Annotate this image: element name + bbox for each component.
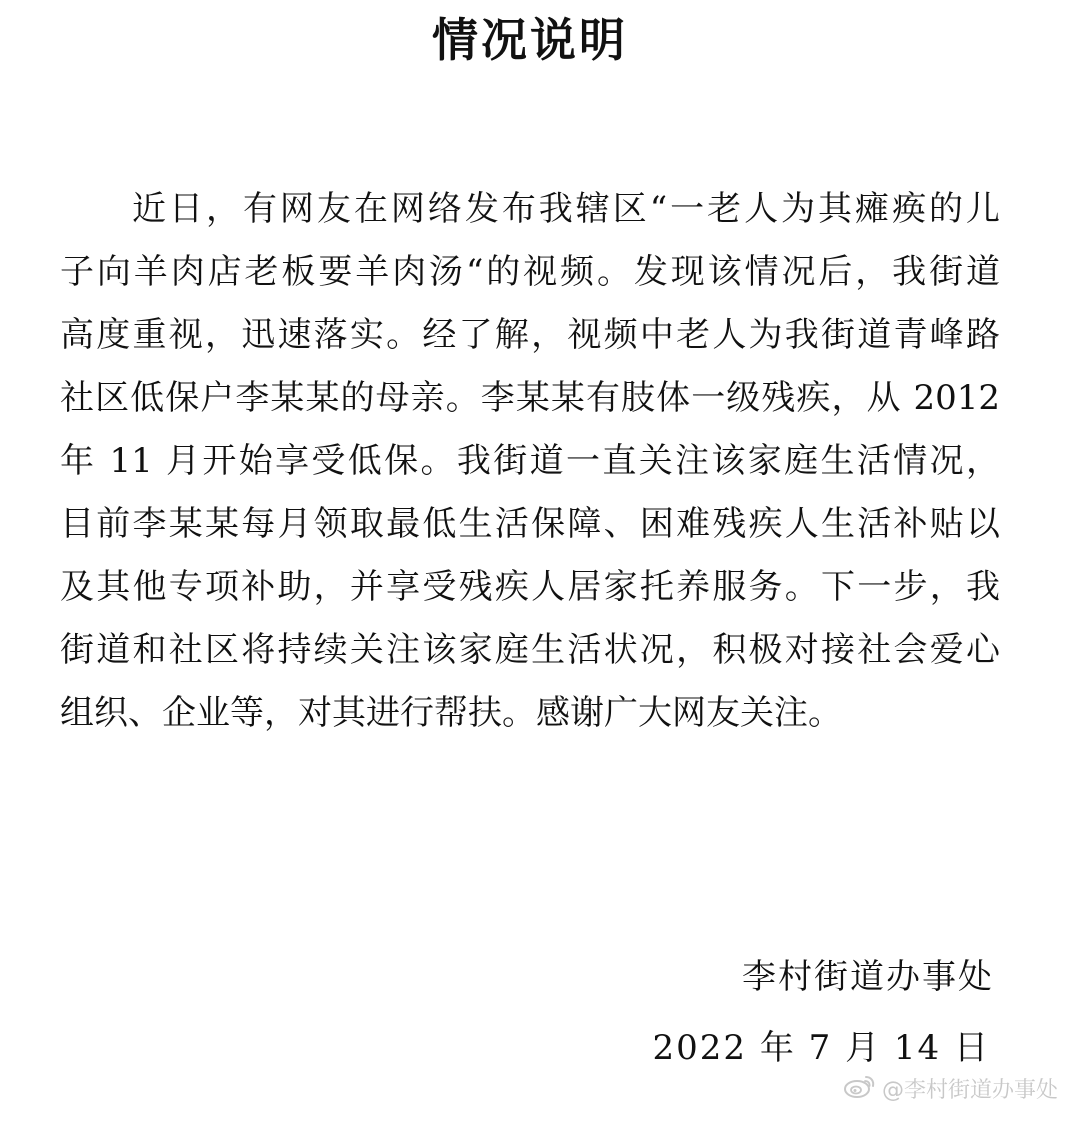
body-line: 高度重视，迅速落实。经了解，视频中老人为我街道青峰路 [60, 315, 1000, 355]
document-body [60, 178, 1000, 745]
document-title: 情况说明 [432, 13, 628, 67]
watermark-text: @李村街道办事处 [881, 1077, 1058, 1103]
body-line: 街道和社区将持续关注该家庭生活状况，积极对接社会爱心 [60, 630, 1000, 670]
weibo-icon [842, 1072, 876, 1109]
body-line: 目前李某某每月领取最低生活保障、困难残疾人生活补贴以 [60, 504, 1000, 544]
weibo-watermark [842, 1072, 1058, 1109]
body-line: 近日，有网友在网络发布我辖区“一老人为其瘫痪的儿 [132, 189, 1000, 229]
signature-organization: 李村街道办事处 [742, 957, 994, 997]
signature-date: 2022 年 7 月 14 日 [652, 1028, 990, 1068]
body-line: 子向羊肉店老板要羊肉汤“的视频。发现该情况后，我街道 [60, 252, 1000, 292]
body-line: 社区低保户李某某的母亲。李某某有肢体一级残疾，从 2012 [60, 378, 1000, 418]
body-line: 组织、企业等，对其进行帮扶。感谢广大网友关注。 [60, 693, 842, 733]
body-line: 及其他专项补助，并享受残疾人居家托养服务。下一步，我 [60, 567, 1000, 607]
body-line: 年 11 月开始享受低保。我街道一直关注该家庭生活情况， [60, 441, 1000, 481]
